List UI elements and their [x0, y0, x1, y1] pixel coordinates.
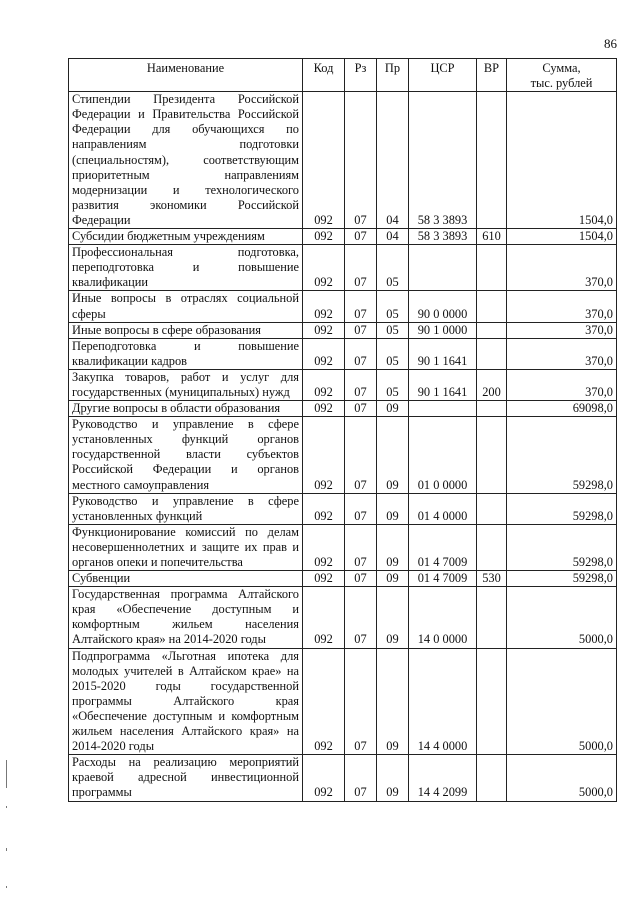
header-name: Наименование	[69, 59, 303, 92]
budget-table	[68, 58, 617, 802]
cell-rz: 07	[345, 322, 377, 338]
cell-csr	[409, 245, 477, 291]
cell-csr: 14 4 0000	[409, 648, 477, 755]
cell-pr: 05	[377, 322, 409, 338]
cell-vr: 530	[477, 571, 507, 587]
cell-sum: 370,0	[507, 369, 617, 400]
cell-csr: 01 4 7009	[409, 524, 477, 570]
table-row	[69, 524, 617, 570]
cell-name: Субвенции	[69, 571, 303, 587]
table-row	[69, 401, 617, 417]
table-row	[69, 291, 617, 322]
table-row	[69, 755, 617, 801]
cell-name: Иные вопросы в отраслях социальной сферы	[69, 291, 303, 322]
cell-name: Расходы на реализацию мероприятий краевой адресной инвестиционной программы	[69, 755, 303, 801]
cell-sum: 5000,0	[507, 755, 617, 801]
cell-vr	[477, 493, 507, 524]
cell-kod: 092	[303, 587, 345, 648]
table-row	[69, 322, 617, 338]
cell-rz: 07	[345, 369, 377, 400]
page-number: 86	[604, 36, 617, 51]
table-row	[69, 92, 617, 229]
cell-rz: 07	[345, 493, 377, 524]
cell-rz: 07	[345, 571, 377, 587]
cell-csr: 01 4 0000	[409, 493, 477, 524]
cell-csr	[409, 401, 477, 417]
cell-pr: 09	[377, 587, 409, 648]
cell-sum: 5000,0	[507, 587, 617, 648]
cell-rz: 07	[345, 524, 377, 570]
cell-rz: 07	[345, 229, 377, 245]
cell-vr: 200	[477, 369, 507, 400]
cell-pr: 05	[377, 338, 409, 369]
cell-csr: 14 4 2099	[409, 755, 477, 801]
cell-name: Стипендии Президента Российской Федерации и Правительства Российской Федерации для обучающихся по направлениям подготовки (специальностям), соответствующим приоритетным направлениям модернизации и технологического развития экономики Российской Федерации	[69, 92, 303, 229]
cell-kod: 092	[303, 245, 345, 291]
cell-pr: 05	[377, 369, 409, 400]
cell-kod: 092	[303, 322, 345, 338]
cell-rz: 07	[345, 291, 377, 322]
cell-pr: 05	[377, 291, 409, 322]
cell-kod: 092	[303, 493, 345, 524]
cell-sum: 1504,0	[507, 229, 617, 245]
header-pr: Пр	[377, 59, 409, 92]
cell-kod: 092	[303, 648, 345, 755]
cell-pr: 09	[377, 524, 409, 570]
cell-vr: 610	[477, 229, 507, 245]
table-row	[69, 493, 617, 524]
cell-name: Государственная программа Алтайского края «Обеспечение доступным и комфортным жильем населения Алтайского края» на 2014-2020 годы	[69, 587, 303, 648]
cell-name: Переподготовка и повышение квалификации кадров	[69, 338, 303, 369]
cell-csr: 90 0 0000	[409, 291, 477, 322]
cell-rz: 07	[345, 338, 377, 369]
cell-pr: 09	[377, 648, 409, 755]
cell-pr: 04	[377, 92, 409, 229]
table-row	[69, 571, 617, 587]
table-row	[69, 417, 617, 493]
cell-csr: 90 1 1641	[409, 338, 477, 369]
cell-csr: 90 1 0000	[409, 322, 477, 338]
header-csr: ЦСР	[409, 59, 477, 92]
cell-sum: 370,0	[507, 322, 617, 338]
cell-rz: 07	[345, 417, 377, 493]
cell-sum: 1504,0	[507, 92, 617, 229]
cell-name: Профессиональная подготовка, переподготовка и повышение квалификации	[69, 245, 303, 291]
cell-name: Руководство и управление в сфере установленных функций органов государственной власти субъектов Российской Федерации и органов местного самоуправления	[69, 417, 303, 493]
cell-vr	[477, 401, 507, 417]
cell-rz: 07	[345, 92, 377, 229]
cell-sum: 370,0	[507, 338, 617, 369]
table-row	[69, 245, 617, 291]
cell-name: Другие вопросы в области образования	[69, 401, 303, 417]
cell-csr: 58 3 3893	[409, 229, 477, 245]
cell-sum: 370,0	[507, 291, 617, 322]
cell-rz: 07	[345, 755, 377, 801]
cell-name: Субсидии бюджетным учреждениям	[69, 229, 303, 245]
cell-sum: 370,0	[507, 245, 617, 291]
cell-kod: 092	[303, 401, 345, 417]
cell-sum: 5000,0	[507, 648, 617, 755]
cell-kod: 092	[303, 571, 345, 587]
cell-name: Иные вопросы в сфере образования	[69, 322, 303, 338]
cell-vr	[477, 755, 507, 801]
cell-kod: 092	[303, 338, 345, 369]
table-header-row	[69, 59, 617, 92]
cell-csr: 01 0 0000	[409, 417, 477, 493]
cell-kod: 092	[303, 229, 345, 245]
cell-vr	[477, 92, 507, 229]
header-sum-line2: тыс. рублей	[530, 76, 593, 91]
cell-kod: 092	[303, 369, 345, 400]
cell-name: Подпрограмма «Льготная ипотека для молодых учителей в Алтайском крае» на 2015-2020 годы государственной программы Алтайского края «Обеспечение доступным и комфортным жильем населения Алтайского края» на 2014-2020 годы	[69, 648, 303, 755]
cell-vr	[477, 587, 507, 648]
cell-rz: 07	[345, 401, 377, 417]
cell-sum: 59298,0	[507, 417, 617, 493]
table-row	[69, 648, 617, 755]
cell-vr	[477, 322, 507, 338]
cell-kod: 092	[303, 524, 345, 570]
cell-csr: 01 4 7009	[409, 571, 477, 587]
cell-pr: 09	[377, 571, 409, 587]
cell-kod: 092	[303, 417, 345, 493]
cell-vr	[477, 648, 507, 755]
cell-vr	[477, 524, 507, 570]
header-vr: ВР	[477, 59, 507, 92]
cell-sum: 69098,0	[507, 401, 617, 417]
cell-csr: 58 3 3893	[409, 92, 477, 229]
cell-kod: 092	[303, 92, 345, 229]
cell-kod: 092	[303, 291, 345, 322]
cell-vr	[477, 417, 507, 493]
header-sum	[507, 59, 617, 92]
table-row	[69, 369, 617, 400]
cell-vr	[477, 338, 507, 369]
cell-pr: 04	[377, 229, 409, 245]
cell-kod: 092	[303, 755, 345, 801]
header-rz: Рз	[345, 59, 377, 92]
cell-vr	[477, 291, 507, 322]
cell-pr: 09	[377, 755, 409, 801]
table-row	[69, 229, 617, 245]
cell-pr: 09	[377, 417, 409, 493]
cell-pr: 09	[377, 493, 409, 524]
cell-csr: 90 1 1641	[409, 369, 477, 400]
table-row	[69, 338, 617, 369]
cell-rz: 07	[345, 587, 377, 648]
cell-vr	[477, 245, 507, 291]
cell-csr: 14 0 0000	[409, 587, 477, 648]
cell-rz: 07	[345, 245, 377, 291]
cell-pr: 09	[377, 401, 409, 417]
cell-name: Функционирование комиссий по делам несовершеннолетних и защите их прав и органов опеки и попечительства	[69, 524, 303, 570]
cell-name: Руководство и управление в сфере установленных функций	[69, 493, 303, 524]
cell-rz: 07	[345, 648, 377, 755]
header-kod: Код	[303, 59, 345, 92]
margin-scan-marks	[4, 760, 10, 900]
cell-sum: 59298,0	[507, 571, 617, 587]
cell-pr: 05	[377, 245, 409, 291]
table-row	[69, 587, 617, 648]
cell-sum: 59298,0	[507, 493, 617, 524]
cell-sum: 59298,0	[507, 524, 617, 570]
cell-name: Закупка товаров, работ и услуг для государственных (муниципальных) нужд	[69, 369, 303, 400]
header-sum-line1: Сумма,	[542, 61, 581, 75]
